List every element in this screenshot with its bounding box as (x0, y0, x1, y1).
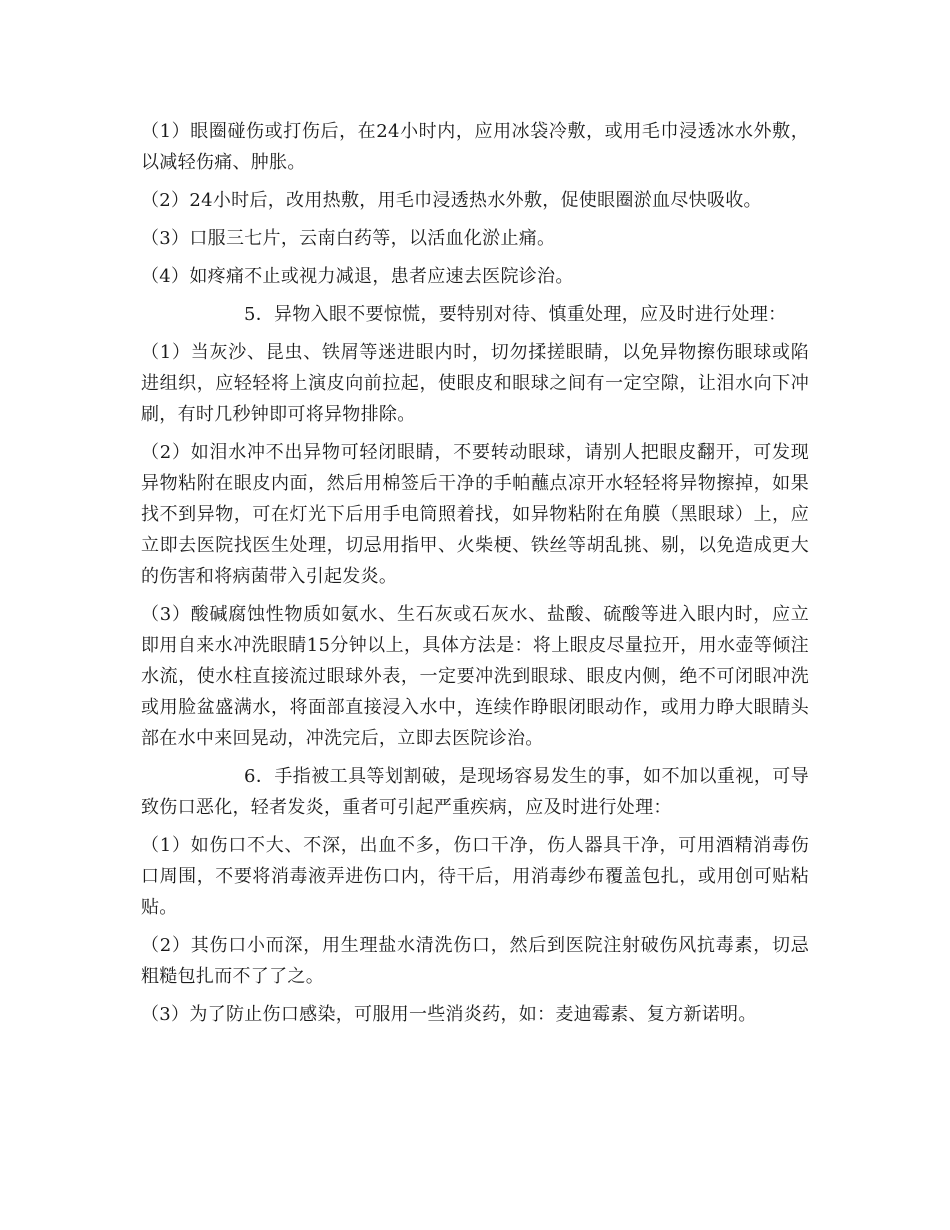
paragraph: （1）眼圈碰伤或打伤后，在24小时内，应用冰袋冷敷，或用毛巾浸透冰水外敷，以减轻伤痛、肿胀。 (141, 121, 809, 173)
paragraph: （1）如伤口不大、不深，出血不多，伤口干净，伤人器具干净，可用酒精消毒伤口周围，不要将消毒液弄进伤口内，待干后，用消毒纱布覆盖包扎，或用创可贴粘贴。 (141, 835, 809, 918)
section-heading: 5．异物入眼不要惊慌，要特别对待、慎重处理，应及时进行处理： (244, 304, 787, 325)
paragraph: （3）为了防止伤口感染，可服用一些消炎药，如：麦迪霉素、复方新诺明。 (141, 1004, 757, 1025)
section-heading: 6．手指被工具等划割破，是现场容易发生的事，如不加以重视，可导致伤口恶化，轻者发炎，重者可引起严重疾病，应及时进行处理： (141, 766, 809, 818)
paragraph: （3）口服三七片，云南白药等，以活血化淤止痛。 (141, 228, 556, 249)
document-body (141, 116, 809, 1037)
paragraph: （2）24小时后，改用热敷，用毛巾浸透热水外敷，促使眼圈淤血尽快吸收。 (141, 190, 762, 211)
paragraph: （3）酸碱腐蚀性物质如氨水、生石灰或石灰水、盐酸、硫酸等进入眼内时，应立即用自来水冲洗眼睛15分钟以上，具体方法是：将上眼皮尽量拉开，用水壶等倾注水流，使水柱直接流过眼球外表，一定要冲洗到眼球、眼皮内侧，绝不可闭眼冲洗或用脸盆盛满水，将面部直接浸入水中，连续作睁眼闭眼动作，或用力睁大眼睛头部在水中来回晃动，冲洗完后，立即去医院诊治。 (141, 604, 809, 749)
paragraph: （4）如疼痛不止或视力减退，患者应速去医院诊治。 (141, 266, 574, 287)
paragraph: （1）当灰沙、昆虫、铁屑等迷进眼内时，切勿揉搓眼睛，以免异物擦伤眼球或陷进组织，应轻轻将上演皮向前拉起，使眼皮和眼球之间有一定空隙，让泪水向下冲刷，有时几秒钟即可将异物排除。 (141, 342, 809, 425)
paragraph: （2）如泪水冲不出异物可轻闭眼睛，不要转动眼球，请别人把眼皮翻开，可发现异物粘附在眼皮内面，然后用棉签后干净的手帕蘸点凉开水轻轻将异物擦掉，如果找不到异物，可在灯光下后用手电筒照着找，如异物粘附在角膜（黑眼球）上，应立即去医院找医生处理，切忌用指甲、火柴梗、铁丝等胡乱挑、剔，以免造成更大的伤害和将病菌带入引起发炎。 (141, 442, 809, 587)
paragraph: （2）其伤口小而深，用生理盐水清洗伤口，然后到医院注射破伤风抗毒素，切忌粗糙包扎而不了了之。 (141, 935, 809, 987)
